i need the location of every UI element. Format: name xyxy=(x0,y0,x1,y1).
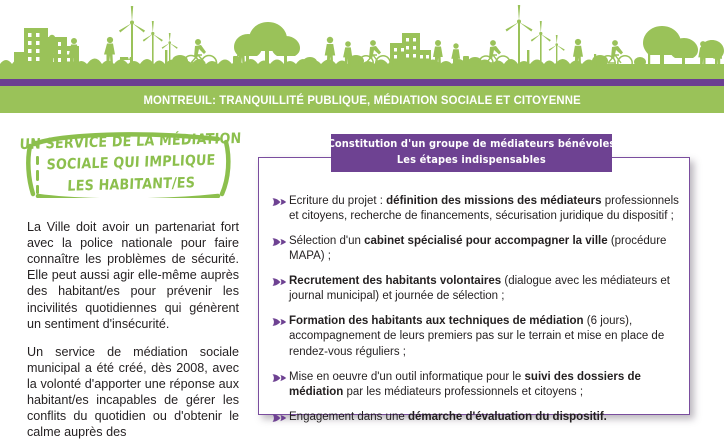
paragraph-2: Un service de médiation sociale municipal a été créé, dès 2008, avec la volonté d'apporter une réponse aux habitant/es incapables de gérer les conflits du quotidien ou d'obtenir le calme auprès des xyxy=(27,344,239,440)
steps-panel-title-line-2: Les étapes indispensables xyxy=(397,154,546,166)
purple-divider-strip xyxy=(0,79,724,86)
stamp-line-2: SOCIALE QUI IMPLIQUE xyxy=(46,152,216,174)
step-item-text: Mise en oeuvre d'un outil informatique pour le suivi des dossiers de médiation par les médiateurs professionnels et citoyens ; xyxy=(289,370,641,398)
arrow-bullet-icon xyxy=(272,197,287,207)
arrow-bullet-icon xyxy=(272,373,287,383)
left-column xyxy=(0,113,256,440)
city-skyline-silhouette-svg xyxy=(0,0,724,79)
left-body-text xyxy=(27,219,239,440)
step-item xyxy=(272,194,684,225)
arrow-bullet-icon xyxy=(272,237,287,247)
step-item-text: Recrutement des habitants volontaires (dialogue avec les médiateurs et journal municipal) et journée de sélection ; xyxy=(289,275,670,303)
paragraph-1: La Ville doit avoir un partenariat fort avec la police nationale pour faire connaître les problèmes de sécurité. Elle peut aussi agir elle-même auprès des habitant/es pour prévenir les incivilités quotidiennes qui génèrent un sentiment d'insécurité. xyxy=(27,220,239,331)
page-title-banner xyxy=(0,86,724,113)
step-item xyxy=(272,370,684,401)
arrow-bullet-icon xyxy=(272,277,287,287)
step-item xyxy=(272,274,684,305)
steps-panel-title-line-1: Constitution d'un groupe de médiateurs bénévoles xyxy=(327,138,616,151)
stamp-badge xyxy=(19,130,242,198)
step-item-text: Ecriture du projet : définition des missions des médiateurs professionnels et citoyens, recherche de financements, sécurisation juridique du dispositif ; xyxy=(289,195,679,223)
stamp-line-3: LES HABITANT/ES xyxy=(67,174,196,195)
stamp-line-1: UN SERVICE DE LA MÉDIATION xyxy=(19,130,242,154)
step-item xyxy=(272,314,684,360)
header-illustration xyxy=(0,0,724,79)
step-item xyxy=(272,234,684,265)
step-item-text: Engagement dans une démarche d'évaluation du dispositif. xyxy=(289,410,607,423)
steps-bullet-list xyxy=(272,194,684,434)
steps-panel-title-band xyxy=(327,134,616,172)
step-item-text: Formation des habitants aux techniques de médiation (6 jours), accompagnement de leurs premiers pas sur le terrain et mise en place de rendez-vous réguliers ; xyxy=(289,315,665,358)
step-item-text: Sélection d'un cabinet spécialisé pour accompagner la ville (procédure MAPA) ; xyxy=(289,235,667,263)
page-title: MONTREUIL: TRANQUILLITÉ PUBLIQUE, MÉDIATION SOCIALE ET CITOYENNE xyxy=(143,92,581,107)
arrow-bullet-icon xyxy=(272,317,287,327)
arrow-bullet-icon xyxy=(272,413,287,423)
stamp-text-block xyxy=(21,127,241,201)
